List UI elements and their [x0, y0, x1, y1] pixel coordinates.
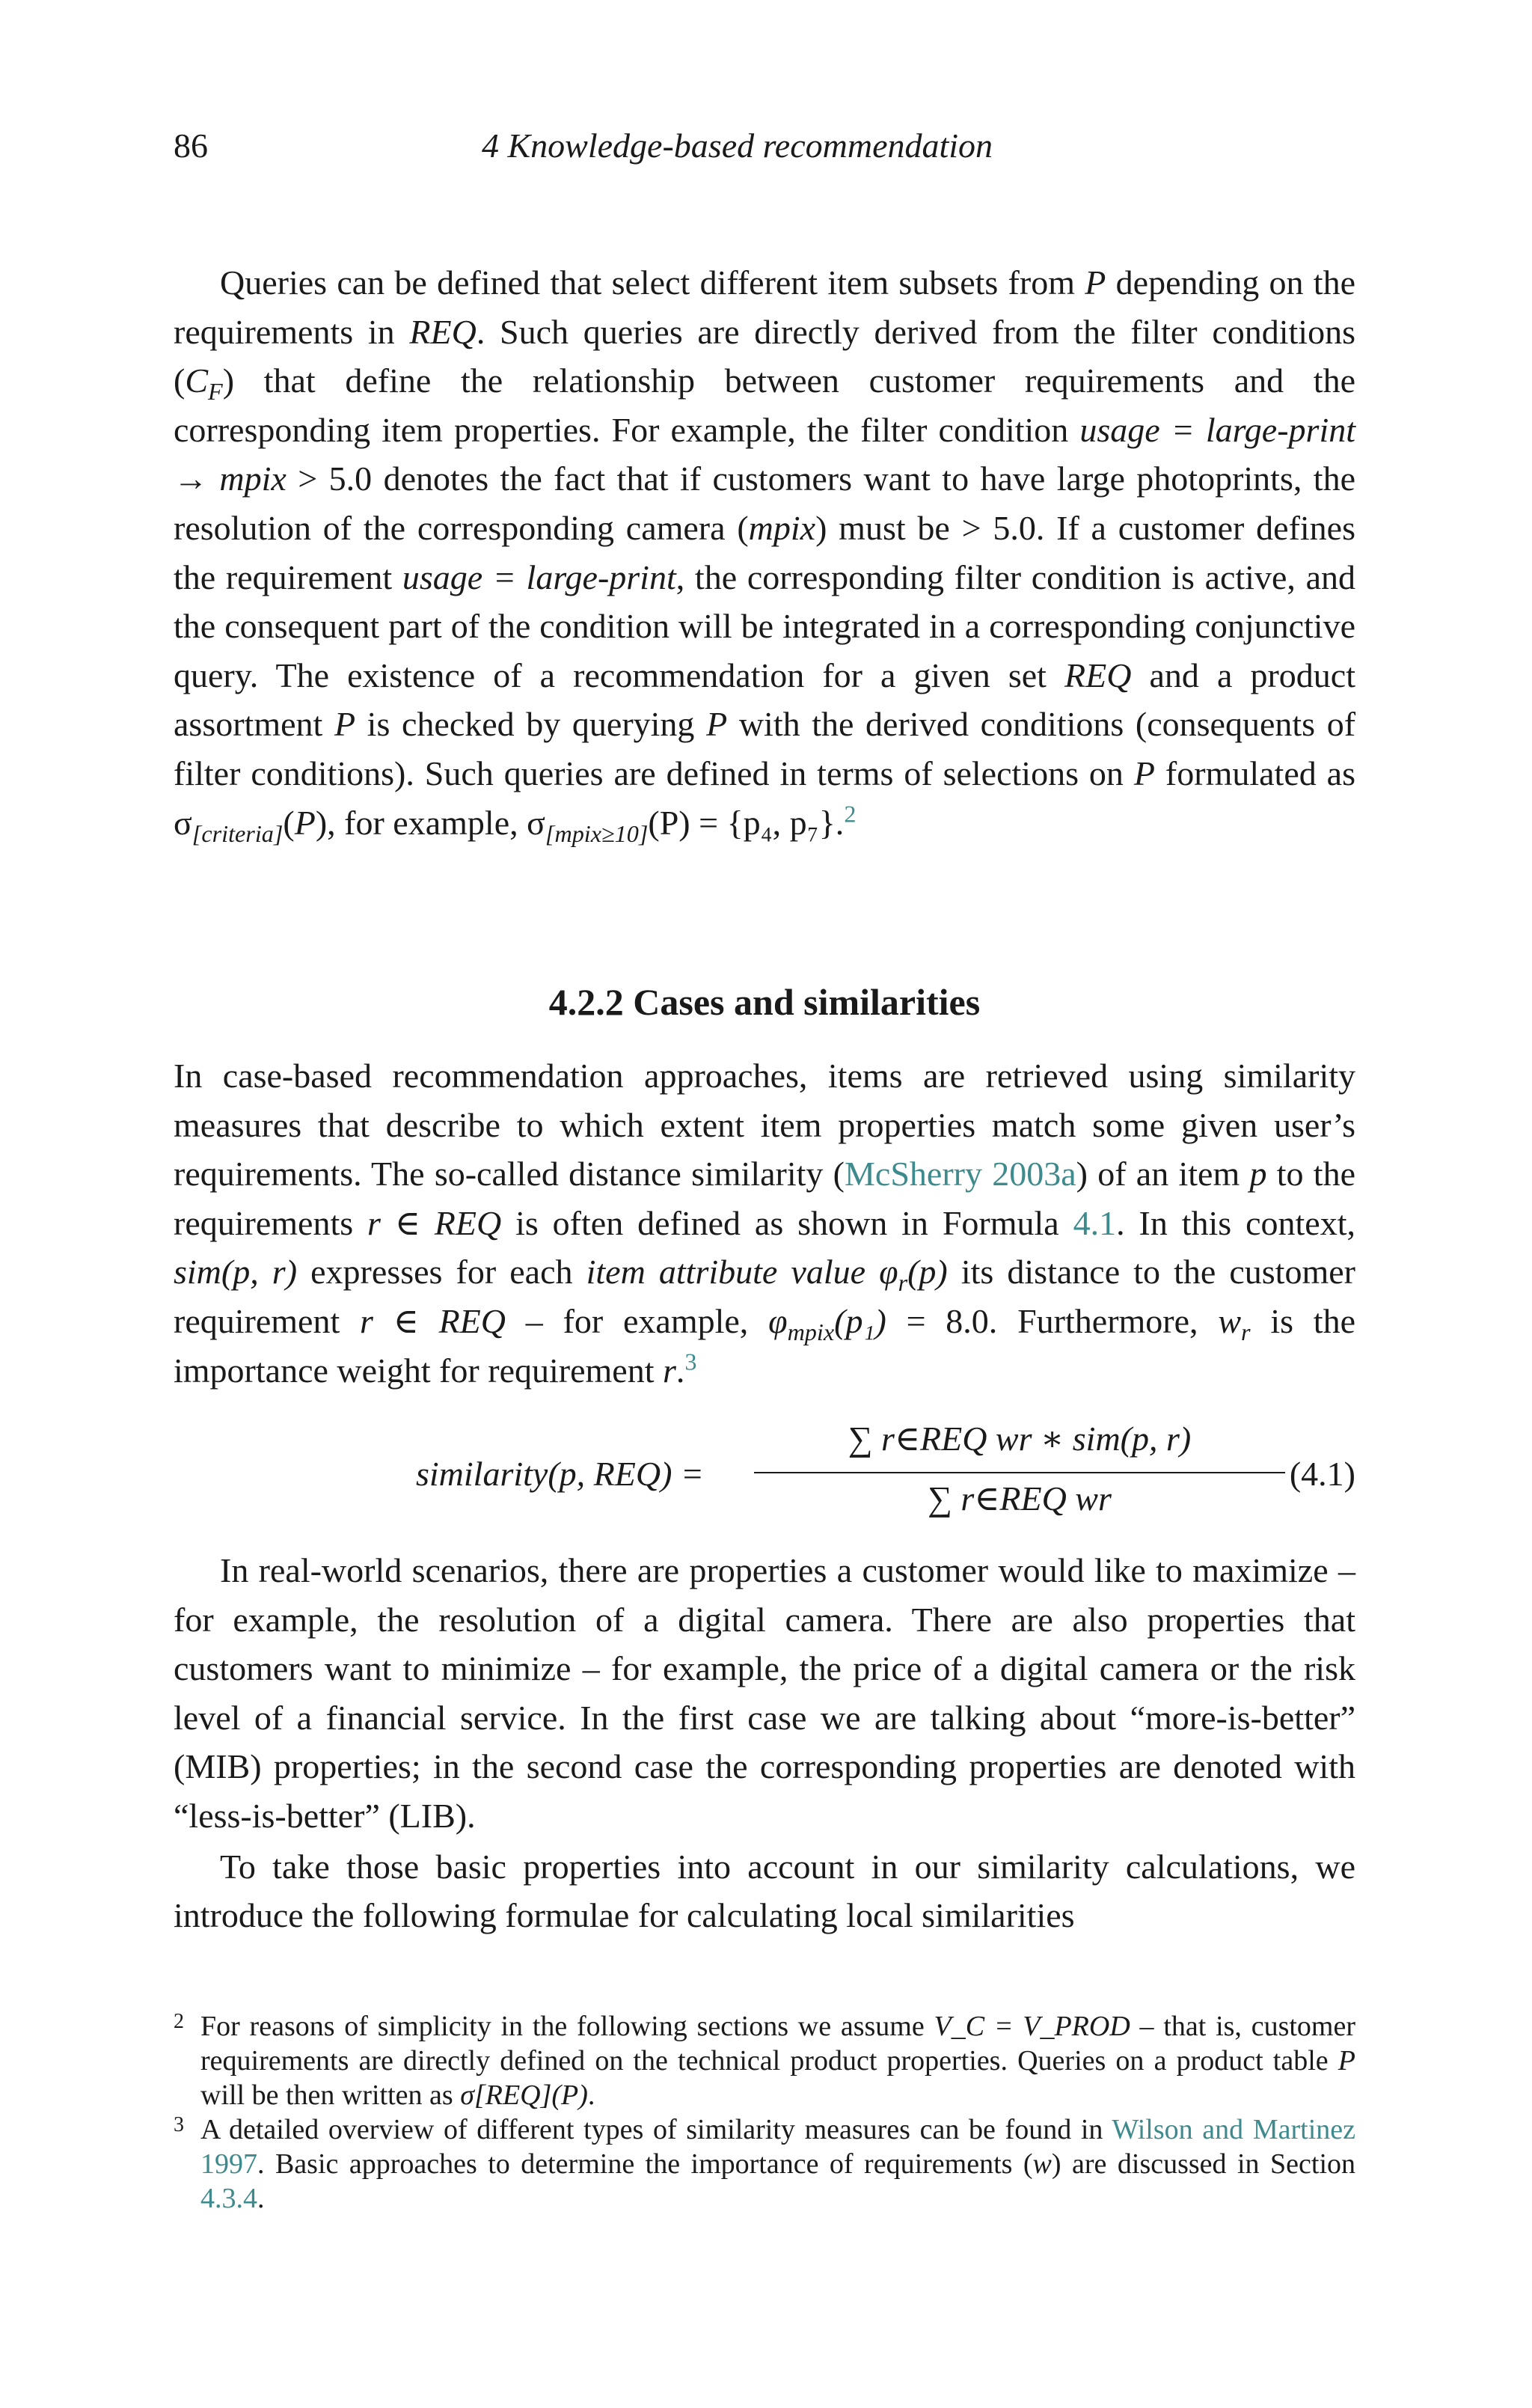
equation-numerator: ∑ r∈REQ wr ∗ sim(p, r) [848, 1420, 1192, 1458]
paragraph-text: To take those basic properties into account in our similarity calculations, we introduce the following formulae for calculating local similarities [174, 1847, 1355, 1935]
page-header [174, 126, 1355, 171]
equation-label: (4.1) [1289, 1455, 1355, 1493]
citation-mcsherry[interactable]: McSherry 2003a [845, 1155, 1076, 1194]
paragraph-text: Queries can be defined that select different item subsets from P depending on the requirements in REQ. Such queries are directly derived from the filter conditions $(C_F)$ that define the relationship between customer requirements and the corresponding item properties. For example, the filter condition usage = large-print → mpix > 5.0 denotes the fact that if customers want to have large photoprints, the resolution of the corresponding camera (mpix) must be > 5.0. If a customer defines the requirement usage = large-print, the corresponding filter condition is active, and the consequent part of the condition will be integrated in a corresponding conjunctive query. The existence of a recommendation for a given set REQ and a product assortment P is checked by querying P with the derived conditions (consequents of filter conditions). Such queries are defined in terms of selections on P formulated as $\sigma_{[criteria]}(P)$, for example, $\sigma_{[mpix\ge 10]}(P) = \{p_4$, p₇}.$^2$ [174, 263, 1356, 847]
footnote-3: 3 A detailed overview of different types of similarity measures can be found in Wilson and Martinez 1997. Basic approaches to determine the importance of requirements (w) are discussed in Section 4.3.4. [174, 2113, 1356, 2214]
footnote-ref-3[interactable]: 3 [684, 1348, 697, 1375]
footnote-ref-2[interactable]: 2 [844, 800, 857, 828]
running-head: 4 Knowledge-based recommendation [482, 126, 993, 165]
page-number: 86 [174, 126, 208, 165]
section-ref[interactable]: 4.3.4 [200, 2183, 257, 2214]
footnote-2: 2 For reasons of simplicity in the following sections we assume V_C = V_PROD – that is, customer requirements are directly defined on the technical product properties. Queries on a product table P will be then written as σ[REQ](P). [174, 2010, 1355, 2111]
fraction-bar [754, 1472, 1285, 1473]
equation-denominator: ∑ r∈REQ wr [928, 1479, 1112, 1518]
formula-ref[interactable]: 4.1 [1073, 1203, 1117, 1242]
equation-4-1 [174, 1418, 1355, 1530]
footnotes [174, 2009, 1355, 2216]
paragraph-mib-lib [174, 1546, 1355, 1940]
equation-lhs: similarity(p, REQ) = [416, 1455, 704, 1493]
section-heading: 4.2.2 Cases and similarities [548, 981, 981, 1023]
paragraph-text: In case-based recommendation approaches, items are retrieved using similarity measures that describe to which extent item properties match some given user’s requirements. The so-called distance similarity (McSherry 2003a) of an item p to the requirements r ∈ REQ is often defined as shown in Formula 4.1. In this context, sim(p, r) expresses for each item attribute value $\varphi_r(p)$ its distance to the customer requirement r ∈ REQ – for example, $\varphi_{mpix}(p_1) = 8.0$. Furthermore, $w_r$ is the importance weight for requirement r.$^3$ [174, 1057, 1356, 1390]
paragraph-queries [174, 258, 1355, 847]
paragraph-cases [174, 1051, 1355, 1395]
citation-wilson-martinez[interactable]: Wilson and Martinez 1997 [200, 2114, 1355, 2180]
paragraph-text: In real-world scenarios, there are properties a customer would like to maximize – for example, the resolution of a digital camera. There are also properties that customers want to minimize – for example, the price of a digital camera or the risk level of a financial service. In the first case we are talking about “more-is-better” (MIB) properties; in the second case the corresponding properties are denoted with “less-is-better” (LIB). [174, 1551, 1355, 1835]
equation-fraction [754, 1418, 1285, 1518]
